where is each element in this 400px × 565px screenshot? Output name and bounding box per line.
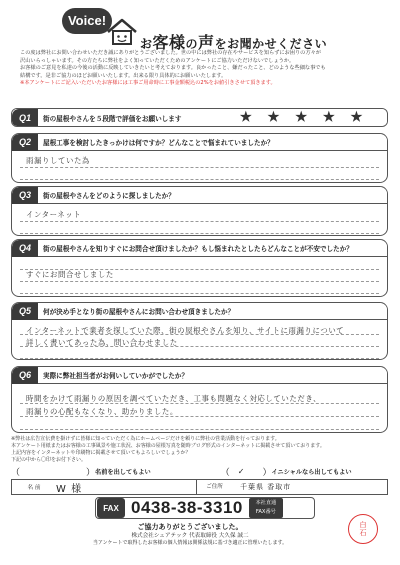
question-text: 街の屋根やさんをどのように探しましたか？ (43, 192, 175, 200)
publish-options: （ ） 名前を出してもよい （ ✓ ） イニシャルなら出してもよい (11, 466, 352, 478)
privacy-notice: 当アンケートで取得したお客様の個人情報は関係法規に基づき適正に管理いたします。 (92, 540, 288, 546)
question-4 (11, 239, 388, 297)
question-1 (11, 108, 388, 127)
address-label: ご住所 (196, 479, 232, 495)
fax-icon: FAX (97, 498, 125, 518)
answer-text-line1[interactable]: インターネットで業者を探していた際、街の屋根やさんを知り、サイトに雨漏りについて (26, 326, 345, 335)
name-label: 名 前 (27, 485, 41, 491)
intro-text: この度は弊社にお問い合わせいただき誠にありがとうございました。世の中には弊社の存在やサービスを知らずにお困りの方々が 沢山いらっしゃいます。その方たちに弊社をよく知っていただくためのアンケートにご協力いただけないでしょうか。 お客様のご意見を私達の今後の活動に反映していきたいと考えております。良かったこと、嫌だったこと、どのような些細な事でも 結構です。是非ご協力のほどお願いいたします。出来る限り具体的にお願いいたします。 ※本アンケートにご記入いただいたお客様には工事ご用命時に工事金額税込の2%をお値引きさせて頂きます。 (20, 50, 382, 88)
check-icon[interactable]: ✓ (237, 466, 245, 476)
question-number: Q2 (12, 134, 38, 151)
star-icon[interactable]: ★ (295, 110, 307, 125)
footer (40, 522, 340, 547)
question-text: 実際に弊社担当者がお伺いしていかがでしたか？ (43, 372, 189, 380)
question-text: 何が決め手となり街の屋根やさんにお問い合わせ頂きましたか？ (43, 308, 235, 316)
company-name: 株式会社シェアテック 代表取締役 大久保 誠二 (131, 533, 249, 539)
fax-block (95, 497, 315, 519)
question-text: 街の屋根やさんを５段階で評価をお願いします (43, 114, 182, 123)
answer-text[interactable]: すぐにお問合せしました (26, 270, 114, 279)
question-number: Q1 (12, 109, 38, 126)
header (0, 0, 400, 52)
footnote: ※弊社は広告宣伝費を掛けずに皆様に知っていただく為にホームページだけを頼りに弊社の営業活動を行っております。 本アンケート用紙またはお客様の工事風景や施工状況、お客様の屋根写真を随時ブログ形式のインターネットに掲載させて頂いております。 上記内容をインターネットや印刷物に掲載させて頂いてもよろしいでしょうか？ 下記の中から〇印をお付下さい。 (11, 436, 325, 463)
star-icon[interactable]: ★ (350, 110, 363, 125)
question-6 (11, 366, 388, 433)
question-5 (11, 302, 388, 360)
question-number: Q4 (12, 240, 38, 257)
customer-address[interactable]: 千葉県 香取市 (240, 483, 292, 491)
page-title: お客様の声をお聞かせください (140, 33, 328, 52)
fax-tag: 本社直通 FAX番号 (249, 498, 283, 518)
discount-notice: ※本アンケートにご記入いただいたお客様には工事ご用命時に工事金額税込の2%をお値引きさせて頂きます。 (20, 80, 276, 86)
question-number: Q6 (12, 367, 38, 384)
answer-text[interactable]: 雨漏りしていた為 (26, 156, 90, 165)
customer-info (11, 479, 388, 495)
question-number: Q3 (12, 187, 38, 204)
option-initial-label: イニシャルなら出してもよい (271, 468, 352, 476)
question-text: 屋根工事を検討したきっかけは何ですか？どんなことで悩まれていましたか？ (43, 139, 274, 147)
answer-text-line2[interactable]: 詳しく書いてあった為、問い合わせました (26, 338, 178, 347)
option-name-label: 名前を出してもよい (95, 468, 151, 476)
answer-text[interactable]: インターネット (26, 210, 82, 219)
star-icon[interactable]: ★ (322, 110, 335, 125)
question-number: Q5 (12, 303, 38, 320)
rating-stars[interactable] (240, 110, 362, 125)
star-icon[interactable]: ★ (267, 110, 280, 125)
thanks-text: ご協力ありがとうございました。 (137, 523, 243, 531)
hanko-stamp: 白 石 (348, 514, 378, 544)
fax-number: 0438-38-3310 (131, 498, 243, 517)
question-text: 街の屋根やさんを知りすぐにお問合せ頂けましたか？もし悩まれたとしたらどんなことが不安でしたか？ (43, 245, 353, 253)
question-3 (11, 186, 388, 236)
house-icon (106, 18, 138, 46)
star-icon[interactable]: ★ (240, 110, 252, 125)
customer-name[interactable]: W 様 (56, 483, 83, 495)
voice-badge: Voice! (62, 8, 112, 34)
question-2 (11, 133, 388, 183)
answer-text-line2[interactable]: 雨漏りの心配もなくなり、助かりました。 (26, 407, 178, 416)
answer-text-line1[interactable]: 時間をかけて雨漏りの原因を調べていただき、工事も問題なく対応していただき、 (26, 394, 322, 403)
